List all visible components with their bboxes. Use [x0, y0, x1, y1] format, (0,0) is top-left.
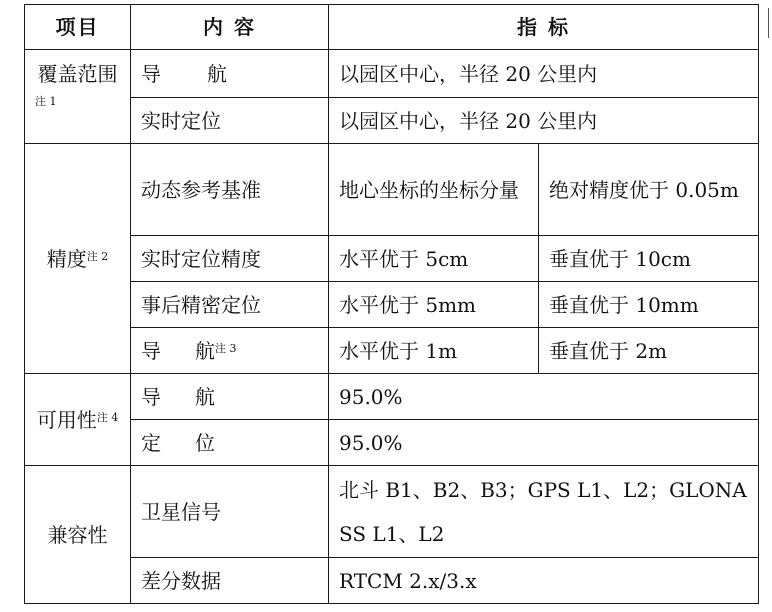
availability-pos-value: 95.0%	[329, 420, 759, 466]
table-row	[25, 144, 759, 236]
precision-rt-h: 水平优于 5cm	[329, 236, 539, 282]
label-char: 航	[207, 61, 227, 86]
compat-sat-value: 北斗 B1、B2、B3；GPS L1、L2；GLONASS L1、L2	[329, 466, 759, 558]
group-availability	[25, 374, 131, 466]
availability-nav-label	[131, 374, 329, 420]
group-availability-note: 注 4	[96, 410, 119, 424]
label-char: 导	[141, 384, 161, 409]
coverage-rt-value: 以园区中心，半径 20 公里内	[329, 98, 759, 144]
precision-nav-v: 垂直优于 2m	[539, 328, 759, 374]
table-row	[25, 98, 759, 144]
availability-nav-value: 95.0%	[329, 374, 759, 420]
header-item: 项目	[25, 5, 131, 50]
table-row	[25, 236, 759, 282]
coverage-rt-label: 实时定位	[131, 98, 329, 144]
group-compat: 兼容性	[25, 466, 131, 604]
table-row	[25, 558, 759, 604]
precision-nav-h: 水平优于 1m	[329, 328, 539, 374]
label-char: 位	[195, 430, 215, 455]
table-row	[25, 374, 759, 420]
table-row	[25, 466, 759, 558]
table-row	[25, 420, 759, 466]
precision-rt-v: 垂直优于 10cm	[539, 236, 759, 282]
precision-post-label: 事后精密定位	[131, 282, 329, 328]
group-availability-label: 可用性	[36, 407, 97, 432]
group-precision-label: 精度	[46, 246, 87, 271]
precision-dyn-value2: 绝对精度优于 0.05m	[539, 144, 759, 236]
precision-nav-label	[131, 328, 329, 374]
group-coverage-note: 注 1	[35, 95, 57, 108]
label-char: 导	[141, 61, 161, 86]
label-char: 定	[141, 430, 161, 455]
group-precision-note: 注 2	[86, 249, 109, 263]
precision-post-h: 水平优于 5mm	[329, 282, 539, 328]
compat-sat-label: 卫星信号	[131, 466, 329, 558]
header-index: 指 标	[329, 5, 759, 50]
label-char: 导	[141, 338, 161, 363]
label-char: 航	[195, 338, 215, 363]
table-header-row	[25, 5, 759, 50]
coverage-nav-value: 以园区中心，半径 20 公里内	[329, 50, 759, 98]
page-edge-mark	[768, 8, 772, 38]
coverage-nav-label	[131, 50, 329, 98]
precision-post-v: 垂直优于 10mm	[539, 282, 759, 328]
table-row	[25, 328, 759, 374]
table-row	[25, 282, 759, 328]
group-coverage-label: 覆盖范围	[37, 62, 118, 86]
precision-rt-label: 实时定位精度	[131, 236, 329, 282]
spec-table	[24, 4, 759, 604]
table-row	[25, 50, 759, 98]
compat-diff-label: 差分数据	[131, 558, 329, 604]
label-char: 航	[195, 384, 215, 409]
precision-dyn-label: 动态参考基准	[131, 144, 329, 236]
compat-diff-value: RTCM 2.x/3.x	[329, 558, 759, 604]
precision-dyn-value1: 地心坐标的坐标分量	[329, 144, 539, 236]
precision-nav-note: 注 3	[215, 341, 237, 355]
group-coverage	[25, 50, 131, 144]
header-content: 内 容	[131, 5, 329, 50]
group-precision	[25, 144, 131, 374]
availability-pos-label	[131, 420, 329, 466]
